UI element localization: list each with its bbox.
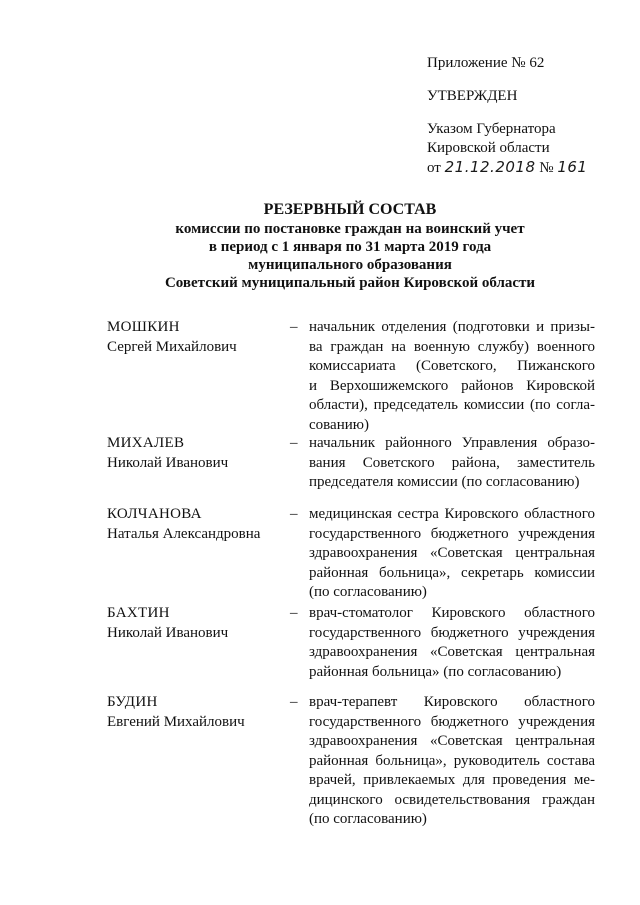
description-line: врач-стоматолог Кировского областного bbox=[309, 605, 595, 621]
title-line-4: Советский муниципальный район Кировской области bbox=[164, 275, 536, 291]
description-line: районная больница», руководитель состава bbox=[309, 752, 595, 769]
member-name bbox=[107, 693, 287, 732]
member-given-name: Евгений Михайлович bbox=[107, 713, 245, 730]
description-line: районная больница» (по согласованию) bbox=[309, 663, 562, 680]
member-description bbox=[309, 604, 595, 682]
description-line: сованию) bbox=[309, 416, 369, 433]
dash-separator: – bbox=[290, 319, 298, 335]
member-given-name: Наталья Александровна bbox=[107, 525, 261, 542]
date-prefix: от bbox=[427, 160, 441, 176]
member-surname: БУДИН bbox=[107, 694, 158, 710]
decree-date-line bbox=[427, 158, 617, 178]
member-name bbox=[107, 434, 287, 473]
description-line: врач-терапевт Кировского областного bbox=[309, 694, 595, 710]
description-line: государственного бюджетного учреждения bbox=[309, 624, 595, 641]
appendix-number: Приложение № 62 bbox=[427, 55, 545, 71]
description-line: районная больница», секретарь комиссии bbox=[309, 564, 595, 581]
dash-separator: – bbox=[290, 506, 298, 522]
member-surname: КОЛЧАНОВА bbox=[107, 506, 202, 522]
member-description bbox=[309, 505, 595, 603]
description-line: председателя комиссии (по согласованию) bbox=[309, 474, 580, 490]
description-line: медицинская сестра Кировского областного bbox=[309, 506, 595, 522]
decree-line-1: Указом Губернатора bbox=[427, 121, 556, 137]
title-line-3: муниципального образования bbox=[248, 257, 452, 273]
number-sign: № bbox=[539, 160, 554, 176]
member-name bbox=[107, 318, 287, 357]
title-line-2: в период с 1 января по 31 марта 2019 года bbox=[208, 239, 492, 255]
decree-line-2: Кировской области bbox=[427, 140, 550, 156]
description-line: государственного бюджетного учреждения bbox=[309, 525, 595, 542]
approved-label: УТВЕРЖДЕН bbox=[427, 88, 518, 104]
title-main: РЕЗЕРВНЫЙ СОСТАВ bbox=[263, 201, 437, 218]
description-line: (по согласованию) bbox=[309, 584, 427, 600]
description-line: комиссариата (Советского, Пижанского bbox=[309, 358, 595, 374]
member-surname: БАХТИН bbox=[107, 605, 170, 621]
member-given-name: Николай Иванович bbox=[107, 454, 229, 471]
description-line: области), председатель комиссии (по согла- bbox=[309, 397, 595, 413]
member-description bbox=[309, 434, 595, 493]
member-name bbox=[107, 505, 287, 544]
description-line: начальник районного Управления образо- bbox=[309, 435, 595, 451]
description-line: государственного бюджетного учреждения bbox=[309, 713, 595, 730]
handwritten-date: 21.12.2018 bbox=[444, 158, 536, 176]
member-given-name: Сергей Михайлович bbox=[107, 338, 237, 355]
dash-separator: – bbox=[290, 435, 298, 451]
description-line: здравоохранения «Советская центральная bbox=[309, 733, 595, 749]
description-line: дицинского освидетельствования граждан bbox=[309, 791, 595, 808]
description-line: (по согласованию) bbox=[309, 811, 427, 827]
member-name bbox=[107, 604, 287, 643]
title-line-1: комиссии по постановке граждан на воинский учет bbox=[175, 221, 525, 237]
description-line: начальник отделения (подготовки и призы- bbox=[309, 319, 595, 335]
approval-block bbox=[427, 54, 617, 178]
handwritten-number: 161 bbox=[557, 158, 588, 176]
member-description bbox=[309, 318, 595, 435]
description-line: врачей, привлекаемых для проведения ме- bbox=[309, 772, 595, 788]
description-line: здравоохранения «Советская центральная bbox=[309, 644, 595, 660]
description-line: и Верхошижемского районов Кировской bbox=[309, 377, 595, 394]
document-title bbox=[90, 201, 610, 292]
member-surname: МИХАЛЕВ bbox=[107, 435, 185, 451]
member-description bbox=[309, 693, 595, 830]
member-given-name: Николай Иванович bbox=[107, 624, 229, 641]
dash-separator: – bbox=[290, 694, 298, 710]
description-line: здравоохранения «Советская центральная bbox=[309, 545, 595, 561]
dash-separator: – bbox=[290, 605, 298, 621]
description-line: вания Советского района, заместитель bbox=[309, 454, 595, 471]
member-surname: МОШКИН bbox=[107, 319, 180, 335]
description-line: ва граждан на военную службу) военного bbox=[309, 338, 595, 355]
